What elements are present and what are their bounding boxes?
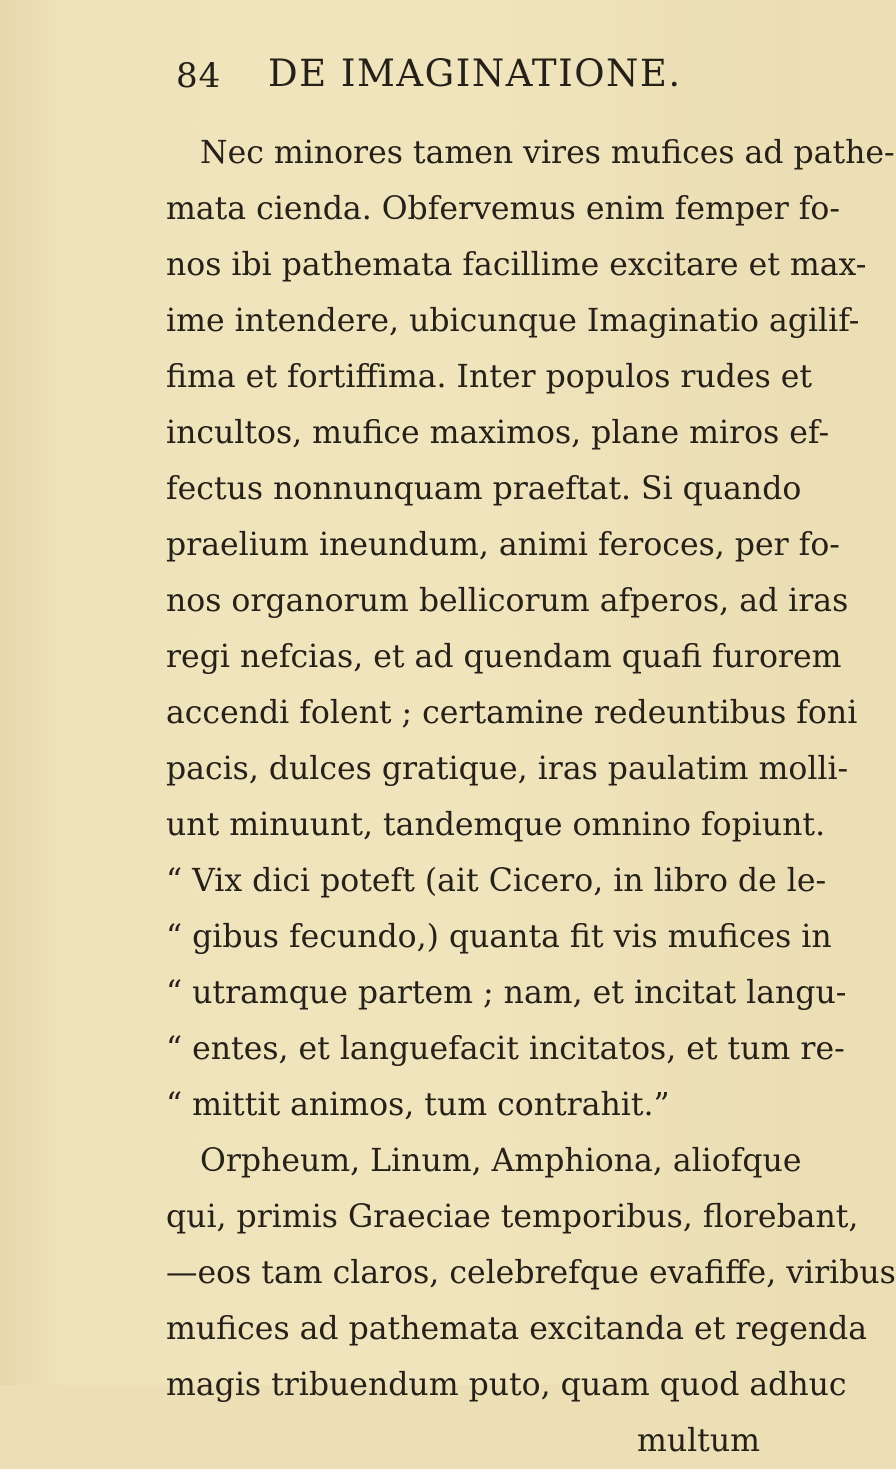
text-line: Nec minores tamen vires mufices ad pathe-	[200, 135, 895, 171]
text-line: mufices ad pathemata excitanda et regenda	[166, 1311, 868, 1347]
text-line: magis tribuendum puto, quam quod adhuc	[166, 1367, 847, 1403]
text-line: praelium ineundum, animi feroces, per fo-	[166, 527, 840, 563]
page-number: 84	[176, 56, 222, 96]
text-line: “ entes, et languefacit incitatos, et tum re-	[166, 1031, 845, 1067]
text-line: Orpheum, Linum, Amphiona, aliofque	[200, 1143, 802, 1179]
text-line: incultos, mufice maximos, plane miros ef-	[166, 415, 830, 451]
text-line: “ mittit animos, tum contrahit.”	[166, 1087, 670, 1123]
text-line: nos ibi pathemata facillime excitare et max-	[166, 247, 867, 283]
text-line: accendi folent ; certamine redeuntibus foni	[166, 695, 858, 731]
text-line: fima et fortiffima. Inter populos rudes et	[166, 359, 813, 395]
text-line: unt minuunt, tandemque omnino fopiunt.	[166, 807, 826, 843]
text-line: regi nefcias, et ad quendam quafi furorem	[166, 639, 842, 675]
text-line: nos organorum bellicorum afperos, ad iras	[166, 583, 849, 619]
text-line: pacis, dulces gratique, iras paulatim molli-	[166, 751, 849, 787]
catchword: multum	[636, 1423, 760, 1459]
text-line: “ Vix dici poteft (ait Cicero, in libro de le-	[166, 863, 827, 899]
text-line: —eos tam claros, celebrefque evafiffe, viribus	[166, 1255, 896, 1291]
text-line: mata cienda. Obfervemus enim femper fo-	[166, 191, 841, 227]
text-line: “ utramque partem ; nam, et incitat langu-	[166, 975, 847, 1011]
text-line: ime intendere, ubicunque Imaginatio agilif-	[166, 303, 860, 339]
text-line: “ gibus fecundo,) quanta fit vis mufices in	[166, 919, 832, 955]
text-line: qui, primis Graeciae temporibus, florebant,	[166, 1199, 859, 1235]
page-header	[0, 50, 800, 100]
text-line: fectus nonnunquam praeftat. Si quando	[166, 471, 802, 507]
running-head: DE IMAGINATIONE.	[268, 52, 682, 95]
